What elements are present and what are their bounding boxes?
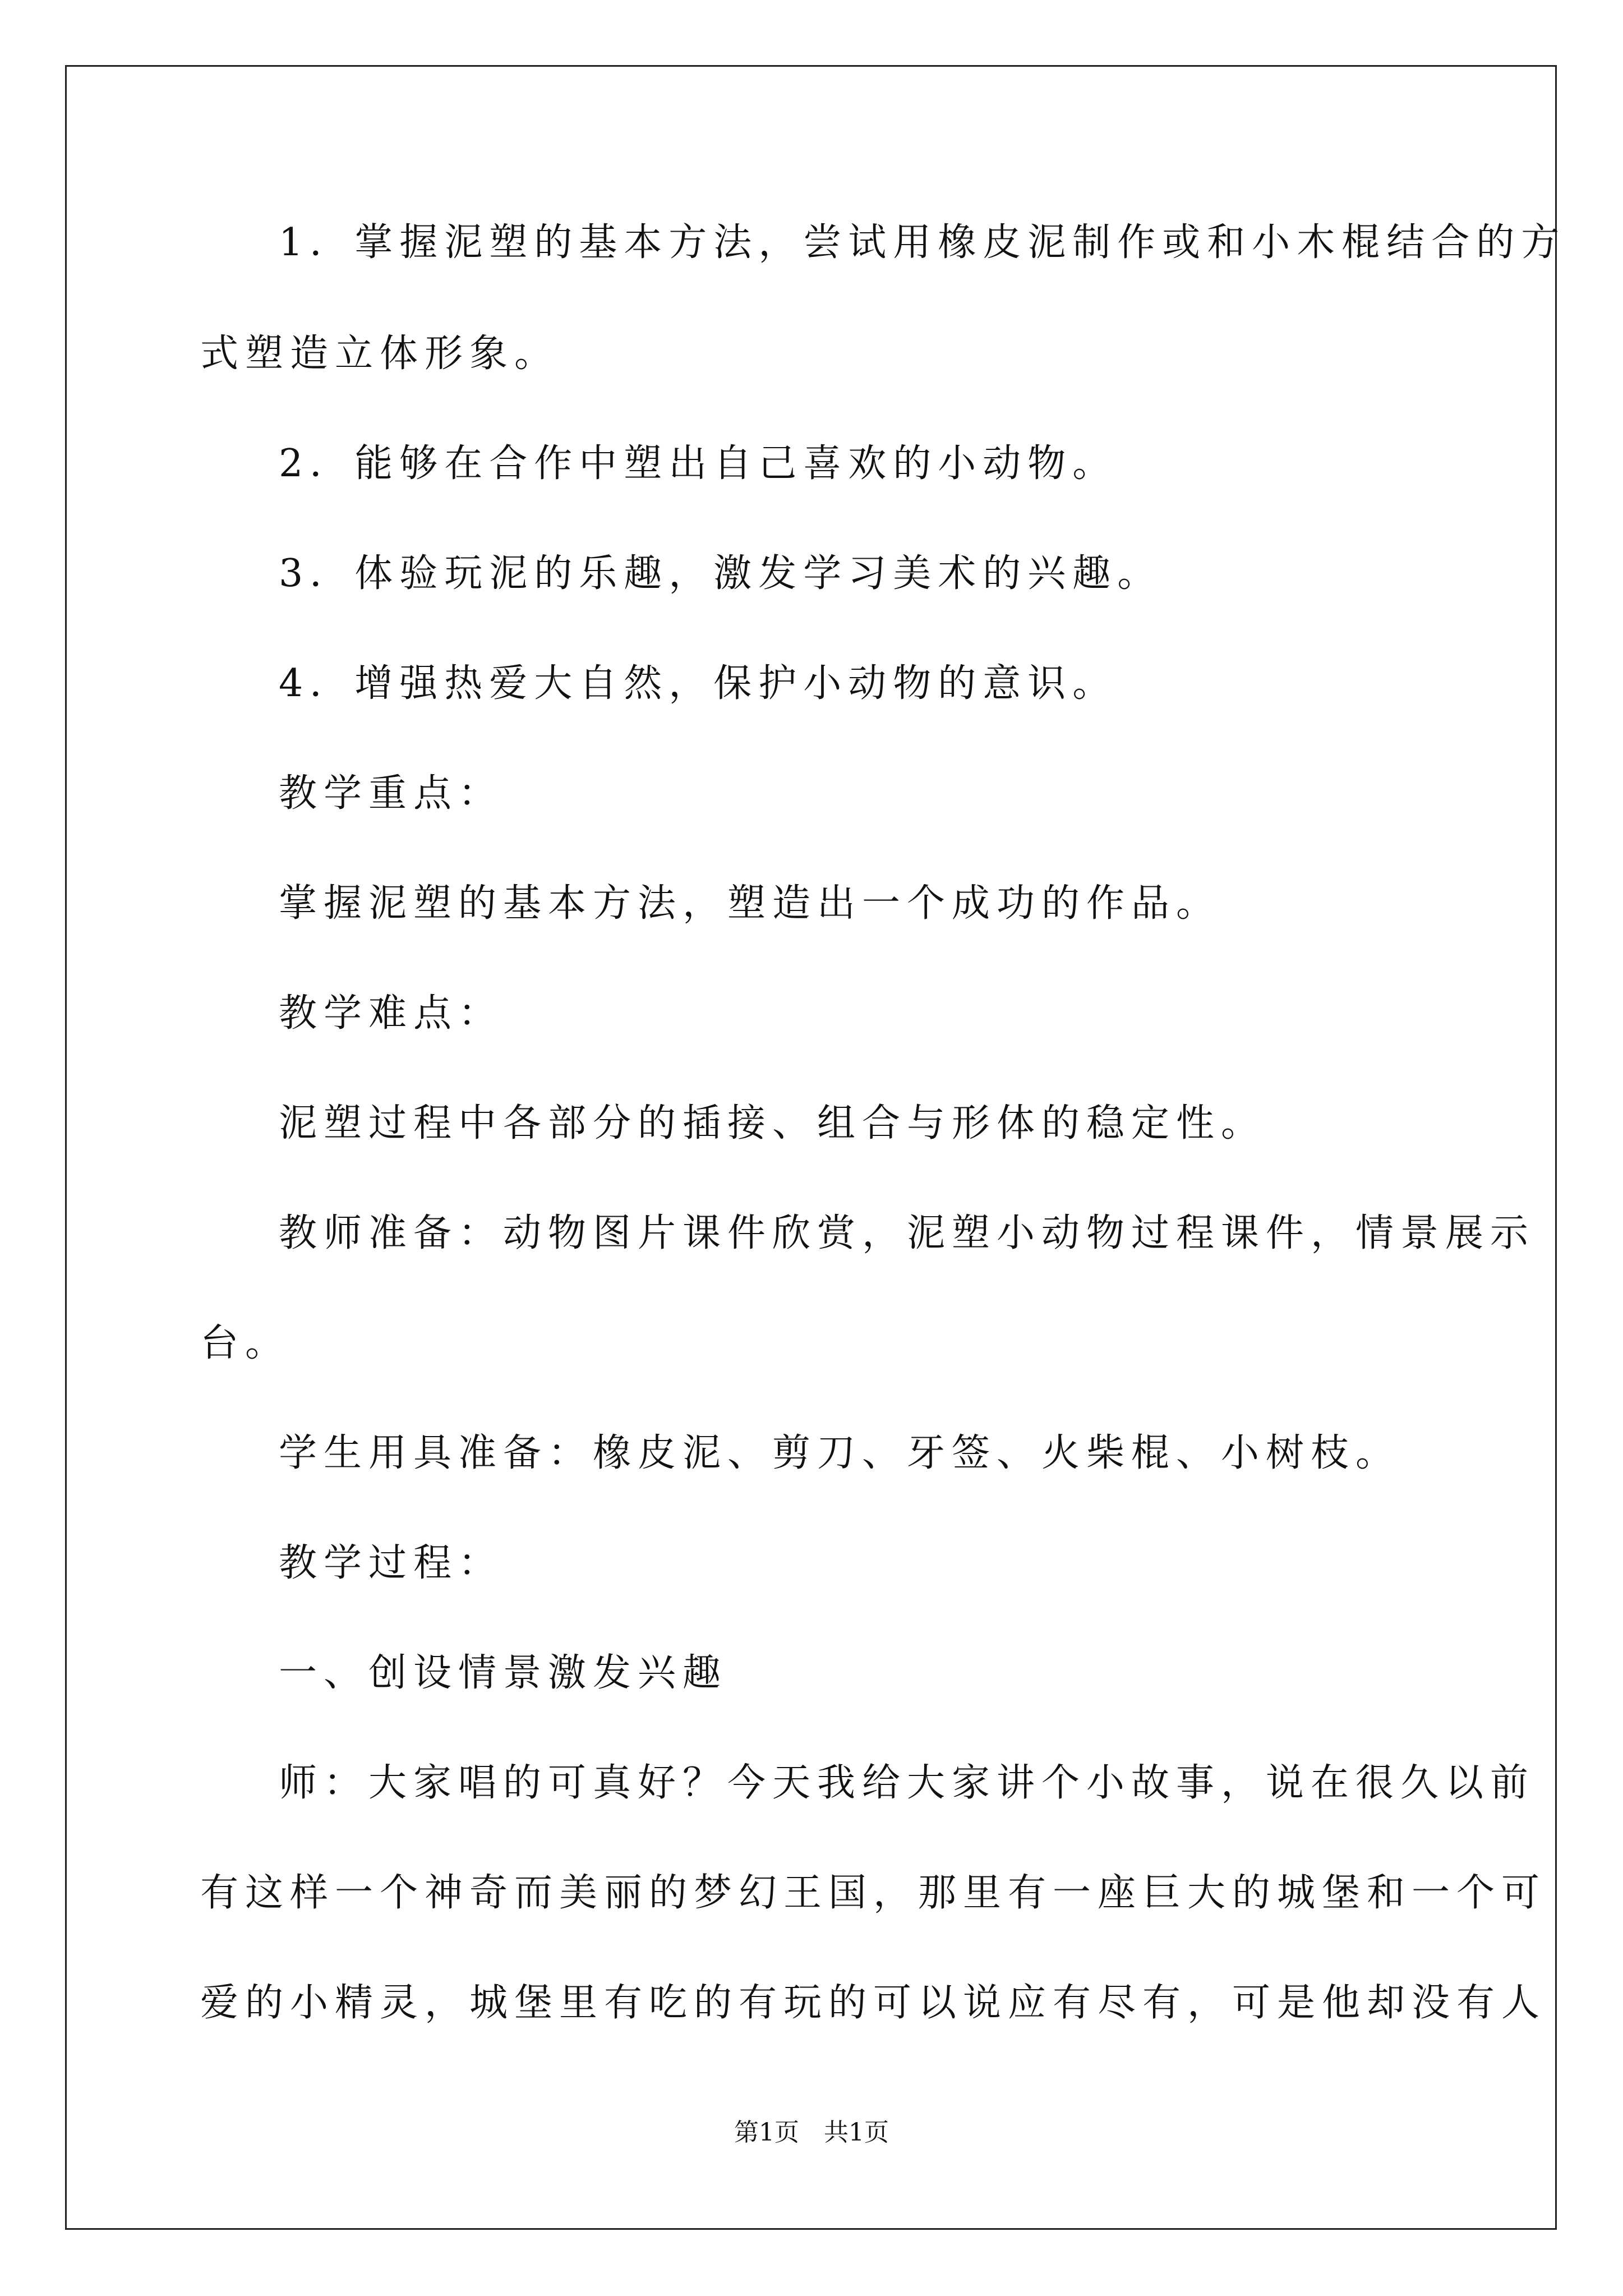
objective-4: 4．增强热爱大自然，保护小动物的意识。 xyxy=(279,661,1118,706)
objective-1-line-1: 1．掌握泥塑的基本方法，尝试用橡皮泥制作或和小木棍结合的方 xyxy=(279,220,1566,265)
teaching-process-heading: 教学过程： xyxy=(279,1541,504,1585)
objective-1-line-2: 式塑造立体形象。 xyxy=(200,332,560,376)
teacher-preparation-line-1: 教师准备：动物图片课件欣赏，泥塑小动物过程课件，情景展示 xyxy=(279,1211,1536,1255)
objective-2: 2．能够在合作中塑出自己喜欢的小动物。 xyxy=(279,441,1118,486)
key-point-text: 掌握泥塑的基本方法，塑造出一个成功的作品。 xyxy=(279,881,1221,926)
difficulty-text: 泥塑过程中各部分的插接、组合与形体的稳定性。 xyxy=(279,1101,1266,1145)
key-point-heading: 教学重点： xyxy=(279,771,504,816)
story-line-2: 有这样一个神奇而美丽的梦幻王国，那里有一座巨大的城堡和一个可 xyxy=(200,1871,1547,1915)
section-1-heading: 一、创设情景激发兴趣 xyxy=(279,1651,728,1695)
objective-3: 3．体验玩泥的乐趣，激发学习美术的兴趣。 xyxy=(279,551,1163,596)
page-number-footer: 第1页 共1页 xyxy=(734,2118,889,2147)
story-line-3: 爱的小精灵，城堡里有吃的有玩的可以说应有尽有，可是他却没有人 xyxy=(200,1981,1547,2025)
teacher-preparation-line-2: 台。 xyxy=(200,1321,291,1365)
difficulty-heading: 教学难点： xyxy=(279,991,504,1036)
student-materials: 学生用具准备：橡皮泥、剪刀、牙签、火柴棍、小树枝。 xyxy=(279,1431,1401,1475)
story-line-1: 师：大家唱的可真好？今天我给大家讲个小故事，说在很久以前 xyxy=(279,1761,1536,1805)
